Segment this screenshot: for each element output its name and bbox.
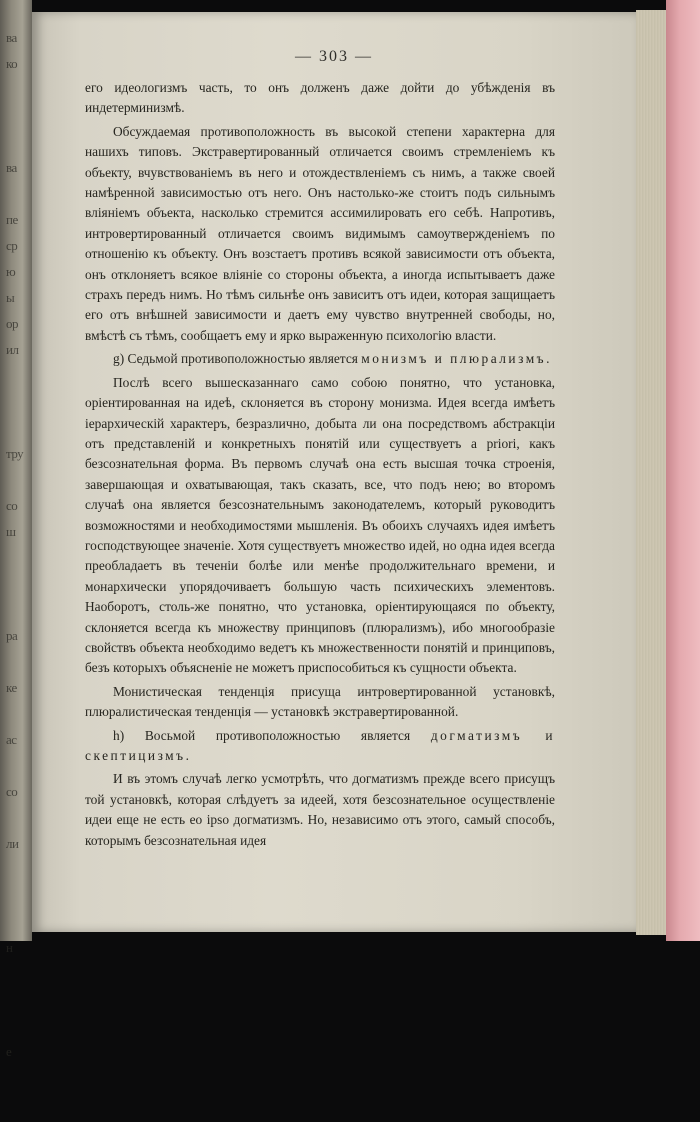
left-page-text-fragments xyxy=(0,30,32,1122)
left-page-fragment: пе xyxy=(6,212,18,227)
left-page-fragment xyxy=(6,186,32,212)
left-page-fragment xyxy=(6,420,32,446)
spaced-term: догматизмъ и скептицизмъ xyxy=(85,727,555,763)
left-page-fragment xyxy=(6,862,32,888)
left-page-fragment xyxy=(6,706,32,732)
left-page-fragment xyxy=(6,966,32,992)
paragraph-tail: . xyxy=(185,748,189,763)
left-page-fragment xyxy=(6,368,32,394)
left-page-fragment xyxy=(6,472,32,498)
page-number: — 303 — xyxy=(295,48,373,65)
left-page-fragment xyxy=(6,1096,32,1122)
paragraph-tail: . xyxy=(546,351,550,367)
left-page-fragment xyxy=(6,1018,32,1044)
left-page-fragment xyxy=(6,108,32,134)
left-page-fragment: ш xyxy=(6,524,16,539)
paragraph-lead: g) Седьмой противоположностью является xyxy=(113,351,362,367)
left-page-fragment xyxy=(6,550,32,576)
paragraph: его идеологизмъ часть, то онъ долженъ даже дойти до убѣжденія въ индетерминизмѣ. xyxy=(85,80,555,116)
left-page-fragment xyxy=(6,888,32,914)
left-page-fragment xyxy=(6,758,32,784)
paragraph xyxy=(85,349,555,369)
left-page-fragment: ас xyxy=(6,732,17,747)
left-page-fragment xyxy=(6,602,32,628)
page-body-text xyxy=(85,78,555,851)
left-page-fragment: ра xyxy=(6,628,18,643)
paragraph: Обсуждаемая противоположность въ высокой степени характерна для нашихъ типовъ. Экстравертированный отличается своимъ стремленіемъ къ объекту, вчувствованіемъ въ него и отождествленіемъ съ нимъ, а также своей намѣренной зависимостью отъ него. Онъ настолько-же стоитъ подъ сильнымъ вліяніемъ объекта, насколько стремится ассимилировать его себѣ. Напротивъ, интровертированный отличается своимъ видимымъ самоутвержденіемъ по отношенію къ объекту. Онъ возстаетъ противъ всякой зависимости отъ объекта, онъ отклоняетъ всякое вліяніе со стороны объекта, а иногда испытываетъ даже страхъ передъ нимъ. Но тѣмъ сильнѣе онъ зависитъ отъ идеи, которая защищаетъ его отъ внѣшней зависимости и даетъ ему чувство внутренней свободы, но, вмѣстѣ съ тѣмъ, сообщаетъ ему и ярко выраженную психологію власти. xyxy=(85,123,555,343)
paragraph xyxy=(85,726,555,767)
left-page-fragment: ко xyxy=(6,56,18,71)
left-page-fragment: е xyxy=(6,1044,12,1059)
left-page-fragment: ы xyxy=(6,290,15,305)
left-page-fragment: ср xyxy=(6,238,18,253)
left-page-fragment xyxy=(6,654,32,680)
left-page-fragment: ил xyxy=(6,342,19,357)
paragraph: И въ этомъ случаѣ легко усмотрѣть, что догматизмъ прежде всего присущъ той установкѣ, которая слѣдуетъ за идеей, хотя безсознательное осуществленіе идеи еще не есть eo ipso догматизмъ. Но, независимо отъ этого, самый способъ, которымъ безсознательная идея xyxy=(85,771,555,848)
left-page-fragment xyxy=(6,82,32,108)
book-cover-edge xyxy=(666,0,700,941)
left-page-fragment xyxy=(6,134,32,160)
spaced-term: монизмъ и плюрализмъ xyxy=(361,351,547,367)
paragraph-lead: h) Восьмой противоположностью является xyxy=(113,727,431,743)
left-page-fragment: н xyxy=(6,940,13,955)
left-facing-page-edge xyxy=(0,0,32,1059)
paragraph: Монистическая тенденція присуща интровертированной установкѣ, плюралистическая тенденція — установкѣ экстравертированной. xyxy=(85,683,555,720)
left-page-fragment xyxy=(6,394,32,420)
left-page-fragment: ва xyxy=(6,30,17,45)
left-page-fragment: ю xyxy=(6,264,16,279)
left-page-fragment: ке xyxy=(6,680,17,695)
left-page-fragment: со xyxy=(6,498,18,513)
left-page-fragment: тру xyxy=(6,446,24,461)
page-block-edge xyxy=(636,10,666,935)
left-page-fragment xyxy=(6,992,32,1018)
left-page-fragment: ли xyxy=(6,836,19,851)
paragraph: Послѣ всего вышесказаннаго само собою понятно, что установка, оріентированная на идеѣ, склоняется въ сторону монизма. Идея всегда имѣетъ іерархическій характеръ, безразлично, добыта ли она посредствомъ абстракціи отъ представленій и конкретныхъ понятій или существуетъ a priori, какъ безсознательная форма. Въ первомъ случаѣ она есть высшая точка строенія, завершающая и охватывающая, такъ сказать, все, что подъ нею; во второмъ случаѣ она является безсознательнымъ законодателемъ, который руководитъ возможностями и необходимостями мышленія. Въ обоихъ случаяхъ идея имѣетъ господствующее значеніе. Хотя существуетъ множество идей, но одна идея всегда преобладаетъ въ теченіи болѣе или менѣе продолжительнаго времени, и монархически упорядочиваетъ большую часть психическихъ элементовъ. Наоборотъ, столь-же понятно, что установка, оріентирующаяся по объекту, склоняется всегда къ множеству принциповъ (плюрализмъ), ибо многообразіе свойствъ объекта необходимо ведетъ къ множественности понятій и принциповъ, безъ которыхъ объясненіе не можетъ приспособиться къ сущности объекта. xyxy=(85,374,555,676)
left-page-fragment xyxy=(6,810,32,836)
left-page-fragment: ор xyxy=(6,316,18,331)
left-page-fragment xyxy=(6,1070,32,1096)
left-page-fragment xyxy=(6,576,32,602)
left-page-fragment: ва xyxy=(6,160,17,175)
left-page-fragment xyxy=(6,914,32,940)
left-page-fragment: со xyxy=(6,784,18,799)
